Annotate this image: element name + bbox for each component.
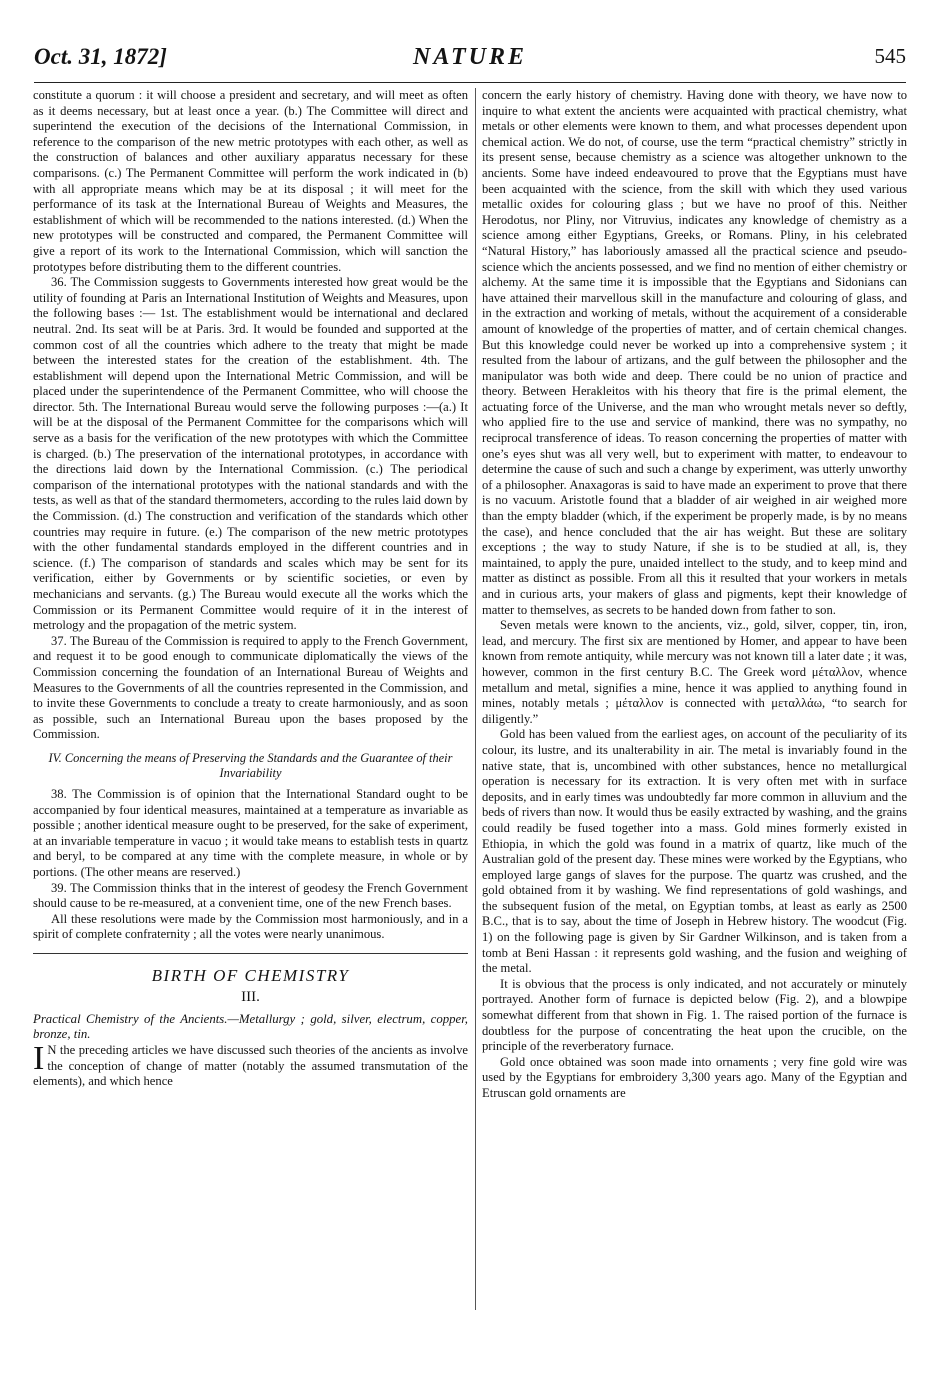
paragraph: 36. The Commission suggests to Governments interested how great would be the utility of founding at Paris an International Institution of Weights and Measures, upon the following bases :— 1st. The establishment would be international and declared neutral. 2nd. Its seat will be at Paris. 3rd. It would be founded and supported at the common cost of all the countries which adhere to the treaty that might be made between the interested states for the creation of the establishment. 4th. The establishment will depend upon the International Metric Commission, and will be placed under the superintendence of the Permanent Committee, who will choose the director. 5th. The International Bureau would serve the following purposes :—(a.) It will be at the disposal of the Permanent Committee for the comparisons which will serve as a basis for the verification of the new prototypes with which the Committee is charged. (b.) The preservation of the international prototypes, in accordance with the directions laid down by the International Commission. (c.) The periodical comparison of the international prototypes with the national standards and with the tests, as well as that of the standard thermometers, according to the rules laid down by the Commission. (d.) The construction and verification of the standards which other countries may require in future. (e.) The comparison of the new metric prototypes with the other fundamental standards employed in the different countries and in science. (f.) The comparison of standards and scales which may be sent for its verification, either by Governments or by scientific societies, or even by mechanicians and servants. (g.) The Bureau would execute all the works which the Commission or its Permanent Committee would require of it in the interest of metrology and the propagation of the metric system. [33,275,468,633]
issue-date: Oct. 31, 1872] [34,44,167,69]
column-divider [475,88,476,1310]
article-part: III. [241,988,260,1005]
paragraph: Gold once obtained was soon made into ornaments ; very fine gold wire was used by the Egyptians for embroidery 3,300 years ago. Many of the Egyptian and Etruscan gold ornaments are [482,1054,907,1100]
journal-title: NATURE [412,44,528,70]
article-separator [33,953,468,954]
paragraph: All these resolutions were made by the Commission most harmoniously, and in a spirit of complete confraternity ; all the votes were nearly unanimous. [33,911,468,942]
paragraph: Seven metals were known to the ancients, viz., gold, silver, copper, tin, iron, lead, and mercury. The first six are mentioned by Homer, and appear to have been known from remote antiquity, while mercury was not known till a later date ; it was, however, common in the first century B.C. The Greek word μέταλλον, whence metallum and metal, signifies a mine, hence it was applied to anything found in mines, notably metals ; μέταλλον is connected with μεταλλάω, “to search for diligently.” [482,618,907,726]
paragraph: It is obvious that the process is only indicated, and not accurately or minutely portrayed. Another form of furnace is depicted below (Fig. 2), and a blowpipe somewhat different from that shown in Fig. 1. The raised portion of the furnace is doubtless for the purpose of concentrating the heat upon the crucible, on the principle of the reverberatory furnace. [482,976,907,1054]
article-title: BIRTH OF CHEMISTRY [151,965,350,985]
article-opening-paragraph [33,1040,468,1090]
paragraph: 39. The Commission thinks that in the interest of geodesy the French Government should cause to be re-measured, at a convenient time, one of the new French bases. [33,880,468,911]
paragraph: 38. The Commission is of opinion that the International Standard ought to be accompanied by four identical measures, maintained at a temperature as invariable as possible ; another identical measure ought to be preserved, for the sake of experiment, at an invariable temperature in vacuo ; it would take means to establish tests in quartz and beryl, to be compared at any time with the complete measure, in whole or by portions. (The other means are reserved.) [33,786,468,879]
left-column [33,88,468,1090]
paragraph: constitute a quorum : it will choose a president and secretary, and will meet as often as it deems necessary, but at least once a year. (b.) The Committee will direct and superintend the execution of the decisions of the International Commission, in reference to the comparison of the new metric prototypes with each other, as well as the construction of balances and other auxiliary apparatus necessary for these comparisons. (c.) The Permanent Committee will perform the work indicated in (b) with all appropriate means which may be at its disposal ; it will meet for the performance of its task at the International Bureau of Weights and Measures, the establishment of which will be recommended to the nations interested. (d.) When the new prototypes will be constructed and compared, the Permanent Committee will give a report of its work to the International Commission, which will sanction the prototypes before distributing them to the different countries. [33,88,468,274]
right-column [482,88,907,1102]
article-subtitle: Practical Chemistry of the Ancients.—Metallurgy ; gold, silver, electrum, copper, bronze, tin. [33,1011,468,1042]
paragraph: 37. The Bureau of the Commission is required to apply to the French Government, and request it to be good enough to communicate diplomatically the views of the Commission concerning the foundation of an International Bureau of Weights and Measures to the Governments of all the countries represented in the Commission, and to invite these Governments to conclude a treaty to create harmoniously, and as soon as possible, such an International Bureau upon the bases proposed by the Commission. [33,633,468,742]
section-heading: IV. Concerning the means of Preserving the Standards and the Guarantee of their Invariability [48,750,453,780]
page-number: 545 [874,44,906,68]
header-rule [34,82,906,83]
paragraph: concern the early history of chemistry. Having done with theory, we have now to inquire to what extent the ancients were acquainted with practical chemistry, what metals or other elements were known to them, and what processes dependent upon chemical action. We do not, of course, use the term “practical chemistry” strictly in its present sense, because chemistry as a science was altogether unknown to the ancients. Some have indeed endeavoured to prove that the Egyptians must have been acquainted with the science, from the skill with which they used various metallic oxides for colouring glass ; but we have no proof of this. Neither Herodotus, nor Pliny, nor Vitruvius, indicates any knowledge of chemistry as a science among either Egyptians, Greeks, or Romans. Pliny, in his celebrated “Natural History,” has laboriously amassed all the practical science and pseudo-science which the ancients possessed, and we find no mention of either chemistry or alchemy. At the same time it is impossible that the Egyptians and Sidonians can have attained their marvellous skill in the manufacture and colouring of glass, and in the extraction and working of metals, without the acquirement of a considerable amount of knowledge of the properties of matter, and of certain chemical changes. But this knowledge could never be worked up into a comprehensive system ; it resulted from the labour of artizans, and the gulf between the philosopher and the manipulator was both wide and deep. There could be no union of practice and theory. Between Herakleitos with his theory that fire is the primal element, the actuating force of the Universe, and the man who wrought metals never so deftly, who applied fire to the use and service of mankind, there was no sympathy, no reciprocal transference of ideas. To reason concerning the properties of matter with one’s eyes shut was all very well, but to experiment with matter, to endeavour to determine the cause of such and such a change by experiment, was utterly unworthy of a philosopher. Anaxagoras is said to have made an experiment to prove that there is no vacuum. Aristotle found that a bladder of air weighed in air weighed more than the empty bladder (which, if the experiment be properly made, is by no means the case), and hence concluded that the air has weight. But these are solitary exceptions ; the way to study Nature, if she is to be studied at all, is, they maintained, to apply the pure, unaided intellect to the study, and to keep mind and matter as distinct as possible. From all this it resulted that your workers in metals and in curious arts, your makers of glass and pigments, kept their knowledge of matter to themselves, as secrets to be handed down from father to son. [482,88,907,617]
paragraph: Gold has been valued from the earliest ages, on account of the peculiarity of its colour, its lustre, and its unalterability in air. The metal is invariably found in the native state, that is, uncombined with other substances, hence no metallurgical operation is necessary for its extraction. It is very often met with in surface deposits, and in early times was undoubtedly far more common in alluvium and the beds of rivers than now. It would thus be easily extracted by washing, and the grains could readily be fused together into a mass. Gold mines formerly existed in Ethiopia, in which the gold was found in a matrix of quartz, like much of the Australian gold of the present day. These mines were worked by the Egyptians, who employed large gangs of slaves for the purpose. The quartz was crushed, and the gold obtained from it by washing. We find representations of gold washings, and the subsequent fusion of the metal, on Egyptian tombs, at least as early as 2500 B.C., that is to say, about the time of Joseph in Hebrew history. The woodcut (Fig. 1) on the following page is given by Sir Gardner Wilkinson, and is taken from a tomb at Beni Hassan : it represents gold washing, and the fusion and weighing of the metal. [482,727,907,976]
drop-cap: I [33,1040,45,1078]
paragraph-text: N the preceding articles we have discussed such theories of the ancients as involve the conception of change of matter (notably the assumed transmutation of the elements), and which hence [33,1043,468,1089]
page-header [34,44,906,78]
